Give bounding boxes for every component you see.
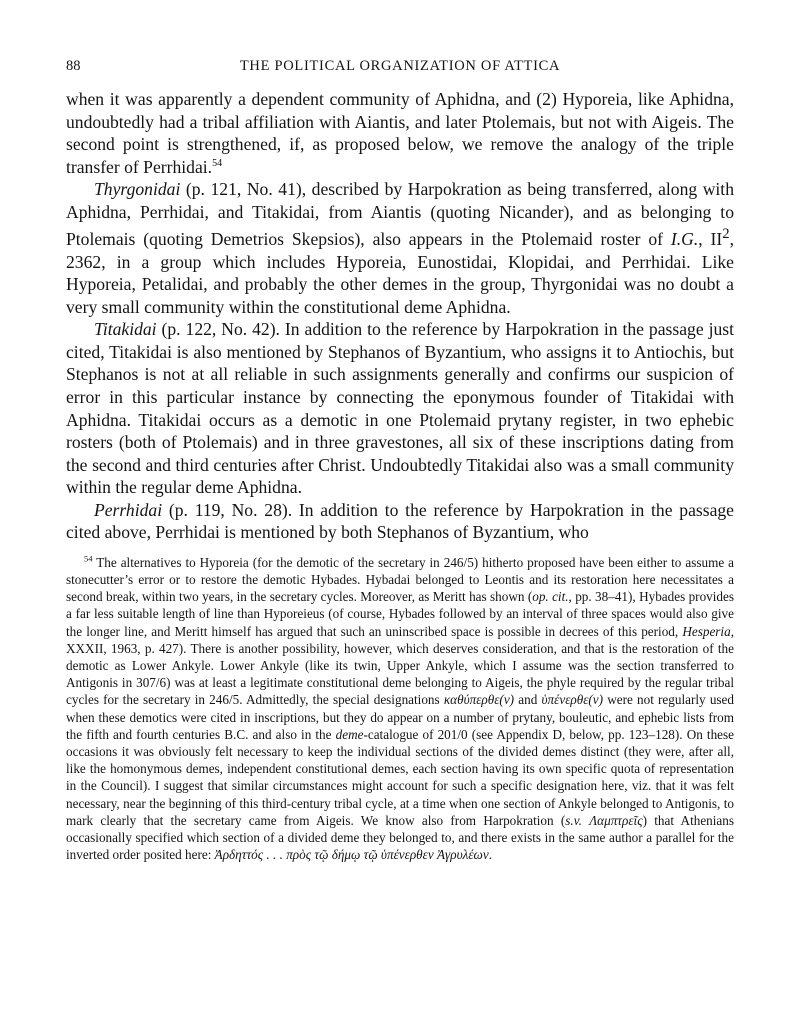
footnote-text: -catalogue of 201/0 (see Appendix D, below, pp. 123–128). On these occasions it was obviously felt necessary to keep the individual sections of the divided demes distinct (they were, after all, like the homonymous demes, independent constitutional demes, each section having its own specific quota of representation in the Council). I suggest that similar circumstances might account for such a specific designation here, viz. that it was felt necessary, near the beginning of this third-century tribal cycle, at a time when one section of Ankyle belonged to Antigonis, to mark clearly that the secretary came from Aigeis. We know also from Harpokration ( — [66, 726, 735, 828]
paragraph-hyporeia-continued — [66, 88, 734, 178]
paragraph-text: (p. 122, No. 42). In addition to the reference by Harpokration in the passage just cited, Titakidai is also mentioned by Stephanos of Byzantium, who assigns it to Antiochis, but Stephanos is not at all reliable in such assignments generally and confirms our suspicion of error in this particular instance by connecting the eponymous founder of Titakidai with Aphidna. Titakidai occurs as a demotic in one Ptolemaid prytany register, in two ephebic rosters (both of Ptolemais) and in three gravestones, all six of these inscriptions dating from the second and third centuries after Christ. Undoubtedly Titakidai also was a small community within the regular deme Aphidna. — [66, 319, 734, 498]
footnote-54 — [66, 554, 734, 864]
bc-abbreviation: B.C. — [224, 726, 249, 742]
paragraph-titakidai — [66, 318, 734, 498]
footnote-number: 54 — [84, 553, 93, 564]
paragraph-text: (p. 119, No. 28). In addition to the reference by Harpokration in the passage cited above, Perrhidai is mentioned by both Stephanos of Byzantium, who — [66, 499, 734, 543]
paragraph-text: , 2362, in a group which includes Hyporeia, Eunostidai, Klopidai, and Perrhidai. Like Hyporeia, Petalidai, and probably the other demes in the group, Thyrgonidai was no doubt a very small community within the constitutional deme Aphidna. — [66, 229, 734, 317]
main-text — [66, 88, 734, 544]
footnote-text: . — [488, 847, 492, 863]
running-head: THE POLITICAL ORGANIZATION OF ATTICA — [239, 58, 561, 74]
book-page — [66, 58, 734, 863]
paragraph-text: , II — [698, 229, 723, 250]
paragraph-text: when it was apparently a dependent community of Aphidna, and (2) Hyporeia, like Aphidna, undoubtedly had a tribal affiliation with Aiantis, and later Ptolemais, but not with Aigeis. The second point is strengthened, if, as proposed below, we remove the analogy of the triple transfer of Perrhidai. — [66, 89, 734, 177]
page-header — [66, 58, 734, 88]
deme-name-thyrgonidai: Thyrgonidai — [94, 179, 181, 200]
deme-name-titakidai: Titakidai — [94, 319, 157, 340]
paragraph-thyrgonidai — [66, 178, 734, 318]
footnote-text: and — [514, 692, 542, 708]
footnote-text: The alternatives to Hyporeia (for the demotic of the secretary in 246/5) hitherto proposed have been either to assume a stonecutter’s error or to restore the demotic Hybades. Hybadai belonged to Leontis and its restoration here necessitates a second break, within two years, in the secretary cycles. Moreover, as Meritt has shown ( — [66, 554, 734, 605]
op-cit: op. cit. — [532, 589, 569, 605]
greek-term: καθύπερθε(ν) — [443, 692, 515, 708]
superscript: 2 — [722, 226, 730, 243]
footnote-text: , XXXII, 1963, p. 427). There is another possibility, however, which deserves consideration, and that is the restoration of the demotic as Lower Ankyle. Lower Ankyle (like its twin, Upper Ankyle, which I assume was the section transferred to Antigonis in 307/6) was at least a legitimate constitutional deme belonging to Aigeis, the phyle required by the regular tribal cycles for the secretary in 246/5. Admittedly, the special designations — [66, 623, 734, 708]
greek-term: ὑπένερθε(ν) — [541, 692, 604, 708]
footnote-text: ) that Athenians occasionally specified which section of a divided deme they belonged to, and there exists in the same author a parallel for the inverted order posited here: — [66, 812, 735, 863]
deme-word: deme — [335, 726, 364, 742]
ig-citation: I.G. — [670, 229, 699, 250]
paragraph-text: (p. 121, No. 41), described by Harpokration as being transferred, along with Aphidna, Perrhidai, and Titakidai, from Aiantis (quoting Nicander), and as belonging to Ptolemais (quoting Demetrios Skepsios), also appears in the Ptolemaid roster of — [66, 179, 734, 250]
footnote-reference: 54 — [212, 157, 223, 169]
footnote-text: and also in the — [248, 726, 336, 742]
paragraph-perrhidai — [66, 499, 734, 544]
hesperia-title: Hesperia — [682, 623, 731, 639]
footnotes — [66, 554, 734, 864]
sv-abbreviation: s.v. — [565, 812, 582, 828]
footnote-text: were not regularly used when these demotics were cited in inscriptions, but they do appear on a number of prytany, bouleutic, and ephebic lists from the fifth and fourth centuries — [66, 692, 734, 742]
greek-quotation: Ἀρδηττός . . . πρὸς τῷ δήμῳ τῷ ὑπένερθεν Ἀγρυλέων — [214, 847, 489, 863]
page-number: 88 — [66, 58, 81, 74]
greek-term: Λαμπτρεῖς — [589, 812, 643, 828]
footnote-text: , pp. 38–41), Hybades provides a far less suitable length of line than Hyporeieus (of course, Hybades followed by an interval of three spaces would also give the longer line, and Meritt himself has argued that such an uninscribed space is possible in decrees of this period, — [66, 589, 734, 639]
deme-name-perrhidai: Perrhidai — [94, 499, 163, 520]
